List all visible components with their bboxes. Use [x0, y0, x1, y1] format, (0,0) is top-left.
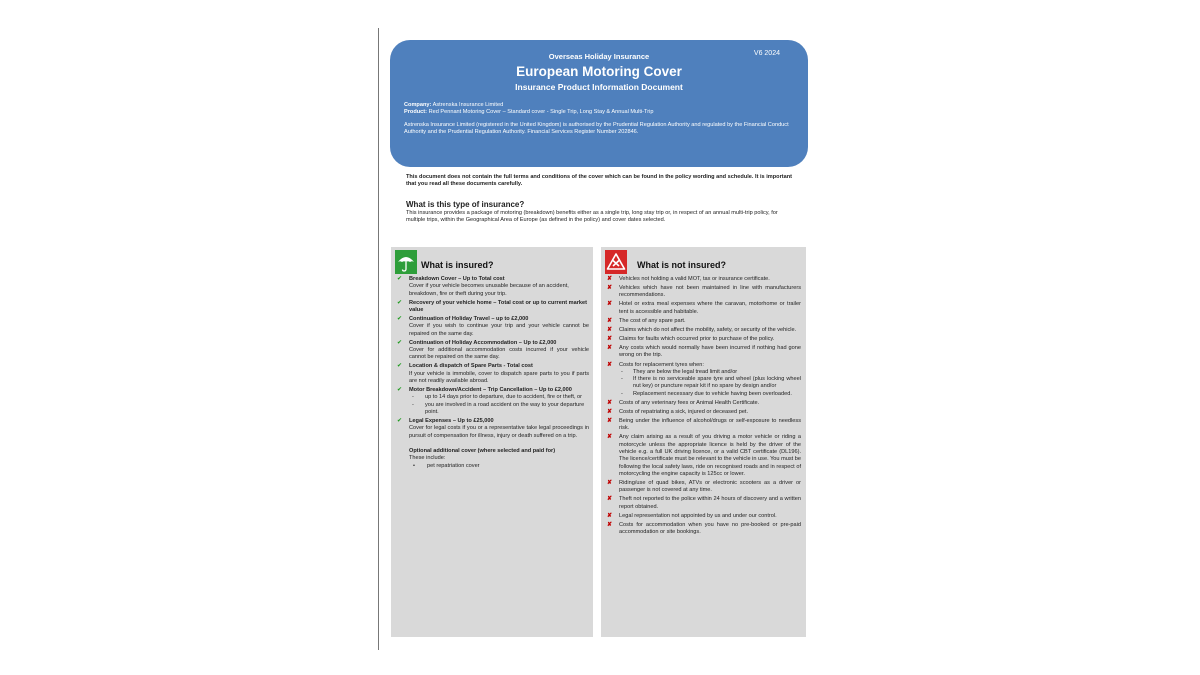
exclusion-item: [607, 301, 801, 316]
insured-item: [397, 316, 589, 338]
document-subtitle: Insurance Product Information Document: [515, 82, 683, 92]
tick-icon: ✔: [397, 363, 403, 370]
insurance-type-body: This insurance provides a package of motoring (breakdown) benefits either as a single trip, long stay trip or, in respect of an annual multi-trip policy, for multiple trips, within the Geographical Area of Europe (as defined in the policy) and cover dates selected.: [406, 210, 778, 224]
optional-cover: [397, 448, 589, 470]
exclusion-item: [607, 418, 801, 433]
cross-icon: ✘: [607, 408, 613, 415]
tyre-condition: - They are below the legal tread limit and/or: [619, 369, 801, 376]
exclusion-text: Claims for faults which occurred prior to purchase of the policy.: [619, 336, 775, 343]
exclusion-text: Costs for replacement tyres when:: [619, 361, 704, 368]
insured-item-heading: Location & dispatch of Spare Parts - Total cost: [409, 363, 533, 370]
exclusion-item: [607, 345, 801, 360]
document-page: [390, 40, 808, 640]
tyre-condition: - If there is no serviceable spare tyre and wheel (plus locking wheel nut key) or puncture repair kit if no spare by design and/or: [619, 376, 801, 391]
exclusion-item: [607, 409, 801, 416]
insured-item-text: Cover if your vehicle becomes unusable because of an accident, breakdown, fire or theft during your trip.: [409, 283, 569, 297]
header-banner: [390, 40, 808, 167]
exclusion-item: [607, 496, 801, 511]
insured-item-text: Cover for legal costs if you or a representative take legal proceedings in pursuit of compensation for illness, injury or death suffered on a trip.: [409, 425, 589, 439]
insured-item-heading: Breakdown Cover – Up to Total cost: [409, 276, 505, 282]
intro-notice: This document does not contain the full terms and conditions of the cover which can be found in the policy wording and schedule. It is important that you read all these documents carefully.: [406, 174, 792, 188]
exclusion-text: Theft not reported to the police within 24 hours of discovery and a written report obtained.: [619, 496, 801, 510]
cross-icon: ✘: [607, 399, 613, 406]
company-info: [404, 102, 794, 137]
product-line: [404, 109, 794, 116]
cross-icon: ✘: [607, 418, 613, 425]
page-edge-line: [378, 28, 379, 650]
insured-item-heading: Continuation of Holiday Accommodation – Up to £2,000: [409, 339, 557, 346]
cancellation-reason: - up to 14 days prior to departure, due to accident, fire or theft, or: [409, 394, 589, 401]
insured-item-text: Cover if you wish to continue your trip and your vehicle cannot be repaired on the same day.: [409, 323, 589, 337]
exclusion-item: [607, 513, 801, 520]
cross-icon: ✘: [607, 285, 613, 292]
insured-item-text: If your vehicle is immobile, cover to dispatch spare parts to you if parts are not readily available abroad.: [409, 370, 589, 385]
exclusion-text: Vehicles not holding a valid MOT, tax or insurance certificate.: [619, 276, 770, 282]
exclusion-text: Legal representation not appointed by us and under our control.: [619, 512, 777, 519]
exclusion-text: Costs of repatriating a sick, injured or deceased pet.: [619, 408, 749, 415]
exclusion-item: [607, 522, 801, 537]
exclusion-text: Any claim arising as a result of you driving a motor vehicle or riding a motorcycle unless the appropriate licence is held by the driver of the vehicle e.g. a full UK driving licence, or a valid CBT certificate (DL196). The licence/certificate must be relevant to the vehicle in use. You must be following the local safety laws, ride on recognised roads and in respect of motorcycling the engine capacity is 125cc or lower.: [619, 434, 801, 477]
exclusion-item: [607, 336, 801, 343]
tick-icon: ✔: [397, 316, 403, 323]
insured-item: [397, 418, 589, 440]
exclusion-item: [607, 276, 801, 283]
company-value: Astrenska Insurance Limited: [432, 102, 504, 108]
cross-icon: ✘: [607, 301, 613, 308]
insured-item-heading: Continuation of Holiday Travel – up to £2,000: [409, 316, 529, 323]
product-label: Product:: [404, 109, 427, 116]
cross-icon: ✘: [607, 479, 613, 486]
exclusion-item: [607, 362, 801, 398]
regulation-text: Astrenska Insurance Limited (registered in the United Kingdom) is authorised by the Prudential Regulation Authority and regulated by the Financial Conduct Authority and the Prudential Regulation Authority. Financial Services Register Number 202846.: [404, 121, 789, 136]
insured-item: [397, 387, 589, 416]
supertitle: Overseas Holiday Insurance: [548, 52, 650, 61]
insured-item: [397, 276, 589, 298]
insured-title: What is insured?: [421, 260, 494, 270]
version-label: V6 2024: [753, 50, 780, 57]
cross-icon: ✘: [607, 434, 613, 441]
cancellation-reason: - you are involved in a road accident on the way to your departure point.: [409, 402, 589, 417]
optional-item: • pet repatriation cover: [411, 463, 589, 470]
exclusion-item: [607, 327, 801, 334]
insured-list: [397, 276, 589, 470]
insured-item-heading: Legal Expenses – Up to £25,000: [409, 418, 494, 425]
exclusion-text: Riding/use of quad bikes, ATVs or electronic scooters as a driver or passenger is not covered at any time.: [619, 479, 801, 494]
exclusion-item: [607, 285, 801, 300]
exclusion-text: The cost of any spare part.: [619, 317, 686, 324]
insured-item: [397, 340, 589, 362]
cross-icon: ✘: [607, 345, 613, 352]
tyre-condition: - Replacement necessary due to vehicle having been overloaded.: [619, 391, 801, 398]
insured-item-heading: Recovery of your vehicle home – Total cost or up to current market value: [409, 299, 588, 313]
cross-icon: ✘: [607, 512, 613, 519]
insured-item: [397, 300, 589, 315]
company-line: [404, 102, 794, 109]
cross-icon: ✘: [607, 521, 613, 528]
tick-icon: ✔: [397, 339, 403, 346]
product-value: Red Pennant Motoring Cover – Standard cover - Single Trip, Long Stay & Annual Multi-Trip: [428, 109, 654, 116]
exclusion-item: [607, 480, 801, 495]
not-insured-list: [607, 276, 801, 538]
cross-icon: ✘: [607, 336, 613, 343]
document-title: European Motoring Cover: [516, 64, 682, 79]
exclusion-item: [607, 318, 801, 325]
insured-item: [397, 363, 589, 385]
what-is-not-insured-panel: [601, 247, 806, 637]
exclusion-text: Costs for accommodation when you have no pre-booked or pre-paid accommodation or site bookings.: [619, 521, 801, 536]
exclusion-text: Vehicles which have not been maintained in line with manufacturers recommendations.: [619, 285, 801, 299]
cross-icon: ✘: [607, 361, 613, 368]
exclusion-text: Claims which do not affect the mobility, safety, or security of the vehicle.: [619, 326, 797, 333]
company-label: Company:: [404, 102, 432, 108]
cross-icon: ✘: [607, 326, 613, 333]
cross-icon: ✘: [607, 496, 613, 503]
tick-icon: ✔: [397, 276, 403, 282]
exclusion-text: Any costs which would normally have been incurred if nothing had gone wrong on the trip.: [619, 345, 801, 359]
exclusion-text: Being under the influence of alcohol/drugs or self-exposure to needless risk.: [619, 418, 801, 432]
umbrella-icon: [395, 250, 417, 274]
optional-intro: These include:: [409, 455, 446, 462]
exclusion-item: [607, 434, 801, 478]
tick-icon: ✔: [397, 299, 403, 306]
not-insured-title: What is not insured?: [637, 260, 726, 270]
tick-icon: ✔: [397, 387, 403, 394]
insured-item-text: Cover for additional accommodation costs incurred if your vehicle cannot be repaired on the same day.: [409, 347, 589, 361]
tick-icon: ✔: [397, 418, 403, 425]
insurance-type-heading: What is this type of insurance?: [406, 200, 525, 209]
cross-icon: ✘: [607, 317, 613, 324]
cross-icon: ✘: [607, 276, 613, 282]
optional-heading: Optional additional cover (where selected and paid for): [409, 448, 556, 455]
insured-item-heading: Motor Breakdown/Accident – Trip Cancellation – Up to £2,000: [409, 387, 572, 394]
warning-triangle-icon: [605, 250, 627, 274]
exclusion-text: Hotel or extra meal expenses where the caravan, motorhome or trailer tent is accessible and habitable.: [619, 301, 801, 315]
exclusion-item: [607, 400, 801, 407]
exclusion-text: Costs of any veterinary fees or Animal Health Certificate.: [619, 399, 760, 406]
what-is-insured-panel: [391, 247, 593, 637]
